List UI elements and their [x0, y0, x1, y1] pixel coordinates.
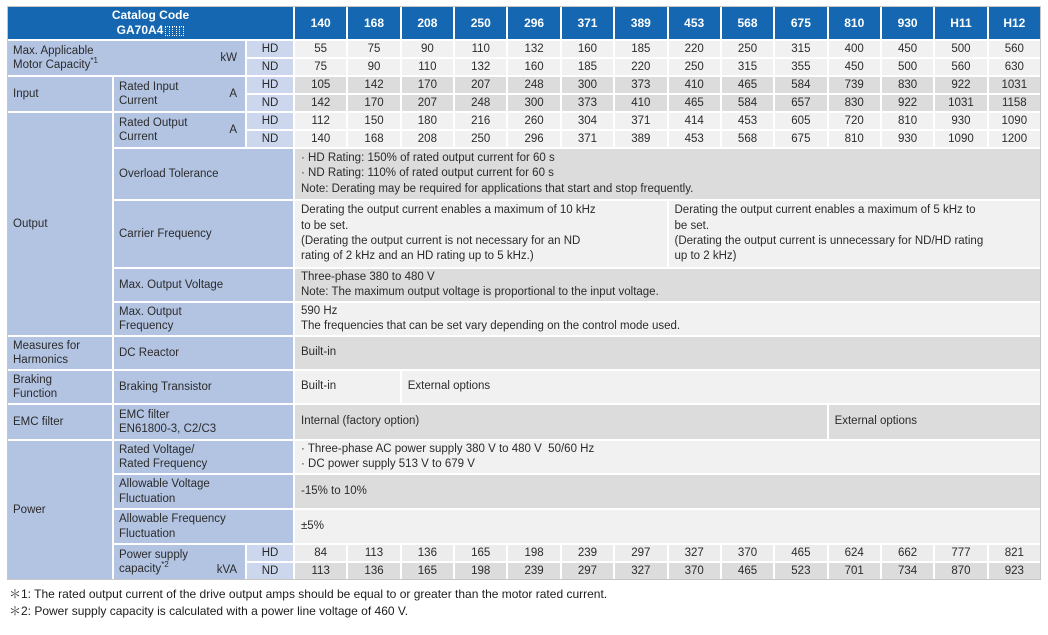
psc-nd-value-cell: 523	[775, 563, 826, 579]
psc-hd-value-cell: 297	[615, 545, 666, 561]
output-hd-value-cell: 810	[882, 113, 933, 129]
emc-filter-label-line1: EMC filter	[119, 408, 170, 421]
motor-hd-value-cell: 160	[562, 41, 613, 57]
motor-hd-value-cell: 560	[989, 41, 1040, 57]
psc-hd-value-cell: 136	[402, 545, 453, 561]
footnote-line: ＊2: Power supply capacity is calculated with a power line voltage of 460 V.	[9, 604, 409, 619]
output-hd-value-cell: 930	[935, 113, 986, 129]
braking-category-line1: Braking	[13, 373, 52, 386]
output-hd-value-cell: 304	[562, 113, 613, 129]
output-nd-value-cell: 568	[722, 131, 773, 147]
motor-hd-values	[295, 41, 1040, 57]
input-hd-value-cell: 410	[669, 77, 720, 93]
psc-unit: kVA	[216, 563, 237, 576]
carrier-frequency-label: Carrier Frequency	[114, 201, 293, 267]
input-nd-value-cell: 142	[295, 95, 346, 111]
output-hd-value-cell: 260	[508, 113, 559, 129]
psc-hd-value-cell: 465	[775, 545, 826, 561]
output-nd-value-cell: 208	[402, 131, 453, 147]
motor-hd-value-cell: 55	[295, 41, 346, 57]
input-hd-value-cell: 584	[775, 77, 826, 93]
dc-reactor-value	[295, 337, 1040, 369]
model-column-header: 930	[882, 7, 933, 39]
psc-hd-value-cell: 239	[562, 545, 613, 561]
emc-internal-value	[295, 405, 827, 439]
psc-nd-value-cell: 113	[295, 563, 346, 579]
motor-nd-value-cell: 450	[829, 59, 880, 75]
frequency-fluctuation-value	[295, 510, 1040, 543]
rated-input-current-label-cell	[114, 77, 245, 111]
psc-hd-value-cell: 327	[669, 545, 720, 561]
motor-capacity-label-text: Motor Capacity	[13, 59, 91, 71]
input-hd-value-cell: 248	[508, 77, 559, 93]
braking-transistor-label: Braking Transistor	[114, 371, 293, 403]
psc-hd-value-cell: 777	[935, 545, 986, 561]
input-nd-values	[295, 95, 1040, 111]
psc-nd-value-cell: 327	[615, 563, 666, 579]
placeholder-box-icon	[165, 26, 170, 36]
harmonics-category-line2: Harmonics	[13, 354, 68, 366]
spec-table	[7, 6, 1041, 580]
input-hd-value-cell: 922	[935, 77, 986, 93]
output-hd-value-cell: 414	[669, 113, 720, 129]
motor-nd-value-cell: 250	[669, 59, 720, 75]
psc-nd-value-cell: 136	[348, 563, 399, 579]
psc-nd-value-cell: 465	[722, 563, 773, 579]
catalog-code-title: Catalog Code	[111, 8, 190, 22]
model-header-row	[295, 7, 1040, 39]
model-column-header: 168	[348, 7, 399, 39]
rated-input-label-line2: Current	[119, 95, 158, 107]
frequency-fluctuation-label-line1: Allowable Frequency	[119, 513, 226, 526]
footnotes	[7, 586, 1041, 621]
output-nd-value-cell: 675	[775, 131, 826, 147]
harmonics-category-line1: Measures for	[13, 339, 81, 352]
input-nd-value-cell: 1031	[935, 95, 986, 111]
motor-hd-value-cell: 400	[829, 41, 880, 57]
carrier-frequency-large-models-value	[669, 201, 1041, 267]
model-column-header: 371	[562, 7, 613, 39]
psc-label-line1: Power supply	[119, 548, 189, 561]
rated-voltage-line: · DC power supply 513 V to 679 V	[301, 458, 475, 470]
motor-nd-value-cell: 500	[882, 59, 933, 75]
overload-tolerance-line: · HD Rating: 150% of rated output current for 60 s	[301, 151, 555, 164]
rated-output-unit: A	[229, 123, 237, 136]
overload-tolerance-value	[295, 149, 1040, 199]
motor-capacity-label-cell	[8, 41, 245, 75]
motor-hd-value-cell: 450	[882, 41, 933, 57]
catalog-code-prefix: GA70A4	[116, 23, 164, 37]
output-hd-value-cell: 453	[722, 113, 773, 129]
max-output-voltage-label: Max. Output Voltage	[114, 269, 293, 301]
model-column-header: 140	[295, 7, 346, 39]
motor-nd-label: ND	[247, 59, 293, 75]
model-column-header: 568	[722, 7, 773, 39]
carrier-frequency-line: (Derating the output current is unnecessary for ND/HD rating	[674, 235, 984, 247]
psc-nd-value-cell: 870	[935, 563, 986, 579]
input-hd-value-cell: 170	[402, 77, 453, 93]
input-hd-value-cell: 373	[615, 77, 666, 93]
rated-output-label-line2: Current	[119, 131, 158, 143]
input-hd-value-cell: 830	[882, 77, 933, 93]
motor-nd-value-cell: 160	[508, 59, 559, 75]
output-hd-value-cell: 216	[455, 113, 506, 129]
motor-nd-value-cell: 185	[562, 59, 613, 75]
category-power: Power	[8, 441, 112, 579]
psc-hd-value-cell: 198	[508, 545, 559, 561]
output-nd-value-cell: 1200	[989, 131, 1040, 147]
input-hd-value-cell: 465	[722, 77, 773, 93]
psc-hd-value-cell: 113	[348, 545, 399, 561]
braking-external-text: External options	[407, 380, 491, 393]
rated-voltage-label-line1: Rated Voltage/	[119, 443, 195, 456]
psc-hd-values	[295, 545, 1040, 561]
max-output-voltage-line: Three-phase 380 to 480 V	[301, 270, 435, 283]
model-column-header: H11	[935, 7, 986, 39]
motor-hd-value-cell: 250	[722, 41, 773, 57]
output-nd-values	[295, 131, 1040, 147]
rated-voltage-line: · Three-phase AC power supply 380 V to 480 V 50/60 Hz	[301, 442, 595, 455]
braking-builtin-text: Built-in	[301, 380, 337, 393]
psc-nd-value-cell: 297	[562, 563, 613, 579]
rated-input-unit: A	[229, 87, 237, 100]
psc-label-text: capacity	[119, 563, 162, 575]
motor-capacity-unit: kW	[220, 51, 237, 64]
motor-nd-value-cell: 630	[989, 59, 1040, 75]
output-hd-value-cell: 720	[829, 113, 880, 129]
dc-reactor-label: DC Reactor	[114, 337, 293, 369]
motor-hd-value-cell: 110	[455, 41, 506, 57]
psc-hd-value-cell: 165	[455, 545, 506, 561]
input-nd-value-cell: 830	[829, 95, 880, 111]
psc-nd-value-cell: 923	[989, 563, 1040, 579]
output-hd-value-cell: 1090	[989, 113, 1040, 129]
max-output-frequency-label-line2: Frequency	[119, 320, 174, 332]
psc-hd-value-cell: 624	[829, 545, 880, 561]
input-hd-value-cell: 142	[348, 77, 399, 93]
input-hd-value-cell: 207	[455, 77, 506, 93]
output-nd-value-cell: 296	[508, 131, 559, 147]
input-nd-value-cell: 465	[669, 95, 720, 111]
carrier-frequency-line: be set.	[674, 219, 710, 232]
input-nd-value-cell: 170	[348, 95, 399, 111]
motor-hd-value-cell: 132	[508, 41, 559, 57]
frequency-fluctuation-text: ±5%	[301, 519, 324, 532]
max-output-frequency-label-cell	[114, 303, 293, 335]
output-nd-value-cell: 168	[348, 131, 399, 147]
psc-nd-value-cell: 734	[882, 563, 933, 579]
catalog-code-header-cell	[8, 7, 293, 39]
psc-nd-value-cell: 239	[508, 563, 559, 579]
input-hd-value-cell: 300	[562, 77, 613, 93]
output-hd-values	[295, 113, 1040, 129]
voltage-fluctuation-label-cell	[114, 475, 293, 508]
rated-voltage-frequency-value	[295, 441, 1040, 473]
frequency-fluctuation-label-line2: Fluctuation	[119, 527, 176, 540]
max-output-frequency-value	[295, 303, 1040, 335]
motor-nd-value-cell: 560	[935, 59, 986, 75]
output-nd-value-cell: 930	[882, 131, 933, 147]
output-nd-value-cell: 810	[829, 131, 880, 147]
output-nd-value-cell: 140	[295, 131, 346, 147]
motor-nd-value-cell: 90	[348, 59, 399, 75]
model-column-header: H12	[989, 7, 1040, 39]
psc-nd-value-cell: 165	[402, 563, 453, 579]
max-output-frequency-label-line1: Max. Output	[119, 305, 182, 318]
braking-category-line2: Function	[13, 388, 58, 400]
input-hd-value-cell: 105	[295, 77, 346, 93]
voltage-fluctuation-text: -15% to 10%	[301, 484, 367, 497]
category-output: Output	[8, 113, 112, 335]
carrier-frequency-line: up to 2 kHz)	[674, 250, 737, 263]
motor-nd-value-cell: 315	[722, 59, 773, 75]
category-input: Input	[8, 77, 112, 111]
emc-external-text: External options	[834, 415, 918, 428]
output-hd-value-cell: 605	[775, 113, 826, 129]
emc-filter-label-cell	[114, 405, 293, 439]
placeholder-box-icon	[172, 26, 177, 36]
motor-nd-value-cell: 110	[402, 59, 453, 75]
psc-hd-value-cell: 84	[295, 545, 346, 561]
carrier-frequency-line: (Derating the output current is not necessary for an ND	[301, 235, 581, 247]
carrier-frequency-small-models-value	[295, 201, 667, 267]
carrier-frequency-line: Derating the output current enables a maximum of 5 kHz to	[674, 204, 976, 217]
input-nd-value-cell: 657	[775, 95, 826, 111]
input-nd-value-cell: 207	[402, 95, 453, 111]
model-column-header: 208	[402, 7, 453, 39]
braking-transistor-external-value	[402, 371, 1040, 403]
psc-hd-value-cell: 821	[989, 545, 1040, 561]
rated-output-label-line1: Rated Output	[119, 116, 188, 129]
input-nd-value-cell: 1158	[989, 95, 1040, 111]
input-hd-value-cell: 1031	[989, 77, 1040, 93]
motor-hd-value-cell: 500	[935, 41, 986, 57]
footnote-1-marker: *1	[90, 56, 98, 66]
motor-capacity-label-line1: Max. Applicable	[13, 44, 94, 57]
psc-nd-values	[295, 563, 1040, 579]
emc-external-value	[829, 405, 1040, 439]
max-output-frequency-line: The frequencies that can be set vary depending on the control mode used.	[301, 320, 681, 332]
motor-hd-value-cell: 75	[348, 41, 399, 57]
motor-nd-value-cell: 75	[295, 59, 346, 75]
psc-hd-value-cell: 370	[722, 545, 773, 561]
braking-transistor-builtin-value	[295, 371, 400, 403]
voltage-fluctuation-label-line2: Fluctuation	[119, 492, 176, 505]
motor-nd-values	[295, 59, 1040, 75]
psc-nd-value-cell: 198	[455, 563, 506, 579]
motor-capacity-label-line2	[13, 58, 98, 72]
model-suffix-placeholder	[165, 26, 184, 36]
placeholder-box-icon	[179, 26, 184, 36]
overload-tolerance-line: · ND Rating: 110% of rated output current for 60 s	[301, 167, 554, 180]
model-column-header: 453	[669, 7, 720, 39]
max-output-frequency-line: 590 Hz	[301, 304, 338, 317]
motor-nd-value-cell: 355	[775, 59, 826, 75]
carrier-frequency-line: rating of 2 kHz and an HD rating up to 5 kHz.)	[301, 250, 534, 263]
voltage-fluctuation-value	[295, 475, 1040, 508]
power-supply-capacity-label-cell	[114, 545, 245, 579]
output-hd-value-cell: 180	[402, 113, 453, 129]
input-nd-value-cell: 300	[508, 95, 559, 111]
motor-hd-value-cell: 220	[669, 41, 720, 57]
output-hd-value-cell: 112	[295, 113, 346, 129]
rated-input-label-line1: Rated Input	[119, 80, 179, 93]
rated-output-current-label-cell	[114, 113, 245, 147]
input-nd-value-cell: 584	[722, 95, 773, 111]
input-hd-values	[295, 77, 1040, 93]
input-hd-label: HD	[247, 77, 293, 93]
output-nd-value-cell: 371	[562, 131, 613, 147]
output-nd-label: ND	[247, 131, 293, 147]
max-output-voltage-value	[295, 269, 1040, 301]
rated-voltage-frequency-label-cell	[114, 441, 293, 473]
footnote-2-marker: *2	[161, 560, 169, 570]
dc-reactor-value-text: Built-in	[301, 346, 337, 359]
input-nd-label: ND	[247, 95, 293, 111]
psc-hd-label: HD	[247, 545, 293, 561]
model-column-header: 675	[775, 7, 826, 39]
psc-nd-label: ND	[247, 563, 293, 579]
input-nd-value-cell: 410	[615, 95, 666, 111]
motor-hd-value-cell: 90	[402, 41, 453, 57]
output-hd-value-cell: 150	[348, 113, 399, 129]
output-nd-value-cell: 453	[669, 131, 720, 147]
model-column-header: 296	[508, 7, 559, 39]
carrier-frequency-line: Derating the output current enables a maximum of 10 kHz	[301, 204, 596, 217]
output-nd-value-cell: 1090	[935, 131, 986, 147]
carrier-frequency-line: to be set.	[301, 219, 349, 232]
model-column-header: 389	[615, 7, 666, 39]
voltage-fluctuation-label-line1: Allowable Voltage	[119, 478, 210, 491]
motor-hd-label: HD	[247, 41, 293, 57]
input-hd-value-cell: 739	[829, 77, 880, 93]
motor-hd-value-cell: 315	[775, 41, 826, 57]
category-braking	[8, 371, 112, 403]
output-hd-value-cell: 371	[615, 113, 666, 129]
motor-nd-value-cell: 220	[615, 59, 666, 75]
emc-internal-text: Internal (factory option)	[301, 415, 420, 428]
psc-nd-value-cell: 701	[829, 563, 880, 579]
category-harmonics	[8, 337, 112, 369]
emc-filter-label-line2: EN61800-3, C2/C3	[119, 423, 217, 435]
output-nd-value-cell: 389	[615, 131, 666, 147]
output-nd-value-cell: 250	[455, 131, 506, 147]
category-emc-filter: EMC filter	[8, 405, 112, 439]
input-nd-value-cell: 248	[455, 95, 506, 111]
model-column-header: 810	[829, 7, 880, 39]
psc-nd-value-cell: 370	[669, 563, 720, 579]
catalog-code-model-prefix-line	[117, 23, 185, 38]
input-nd-value-cell: 373	[562, 95, 613, 111]
motor-nd-value-cell: 132	[455, 59, 506, 75]
footnote-line: ＊1: The rated output current of the drive output amps should be equal to or greater than the motor rated current.	[9, 587, 608, 601]
rated-voltage-label-line2: Rated Frequency	[119, 458, 208, 470]
max-output-voltage-line: Note: The maximum output voltage is proportional to the input voltage.	[301, 286, 659, 298]
overload-tolerance-line: Note: Derating may be required for applications that start and stop frequently.	[301, 182, 694, 195]
psc-label-line2	[119, 562, 188, 576]
output-hd-label: HD	[247, 113, 293, 129]
psc-hd-value-cell: 662	[882, 545, 933, 561]
frequency-fluctuation-label-cell	[114, 510, 293, 543]
motor-hd-value-cell: 185	[615, 41, 666, 57]
overload-tolerance-label: Overload Tolerance	[114, 149, 293, 199]
model-column-header: 250	[455, 7, 506, 39]
input-nd-value-cell: 922	[882, 95, 933, 111]
